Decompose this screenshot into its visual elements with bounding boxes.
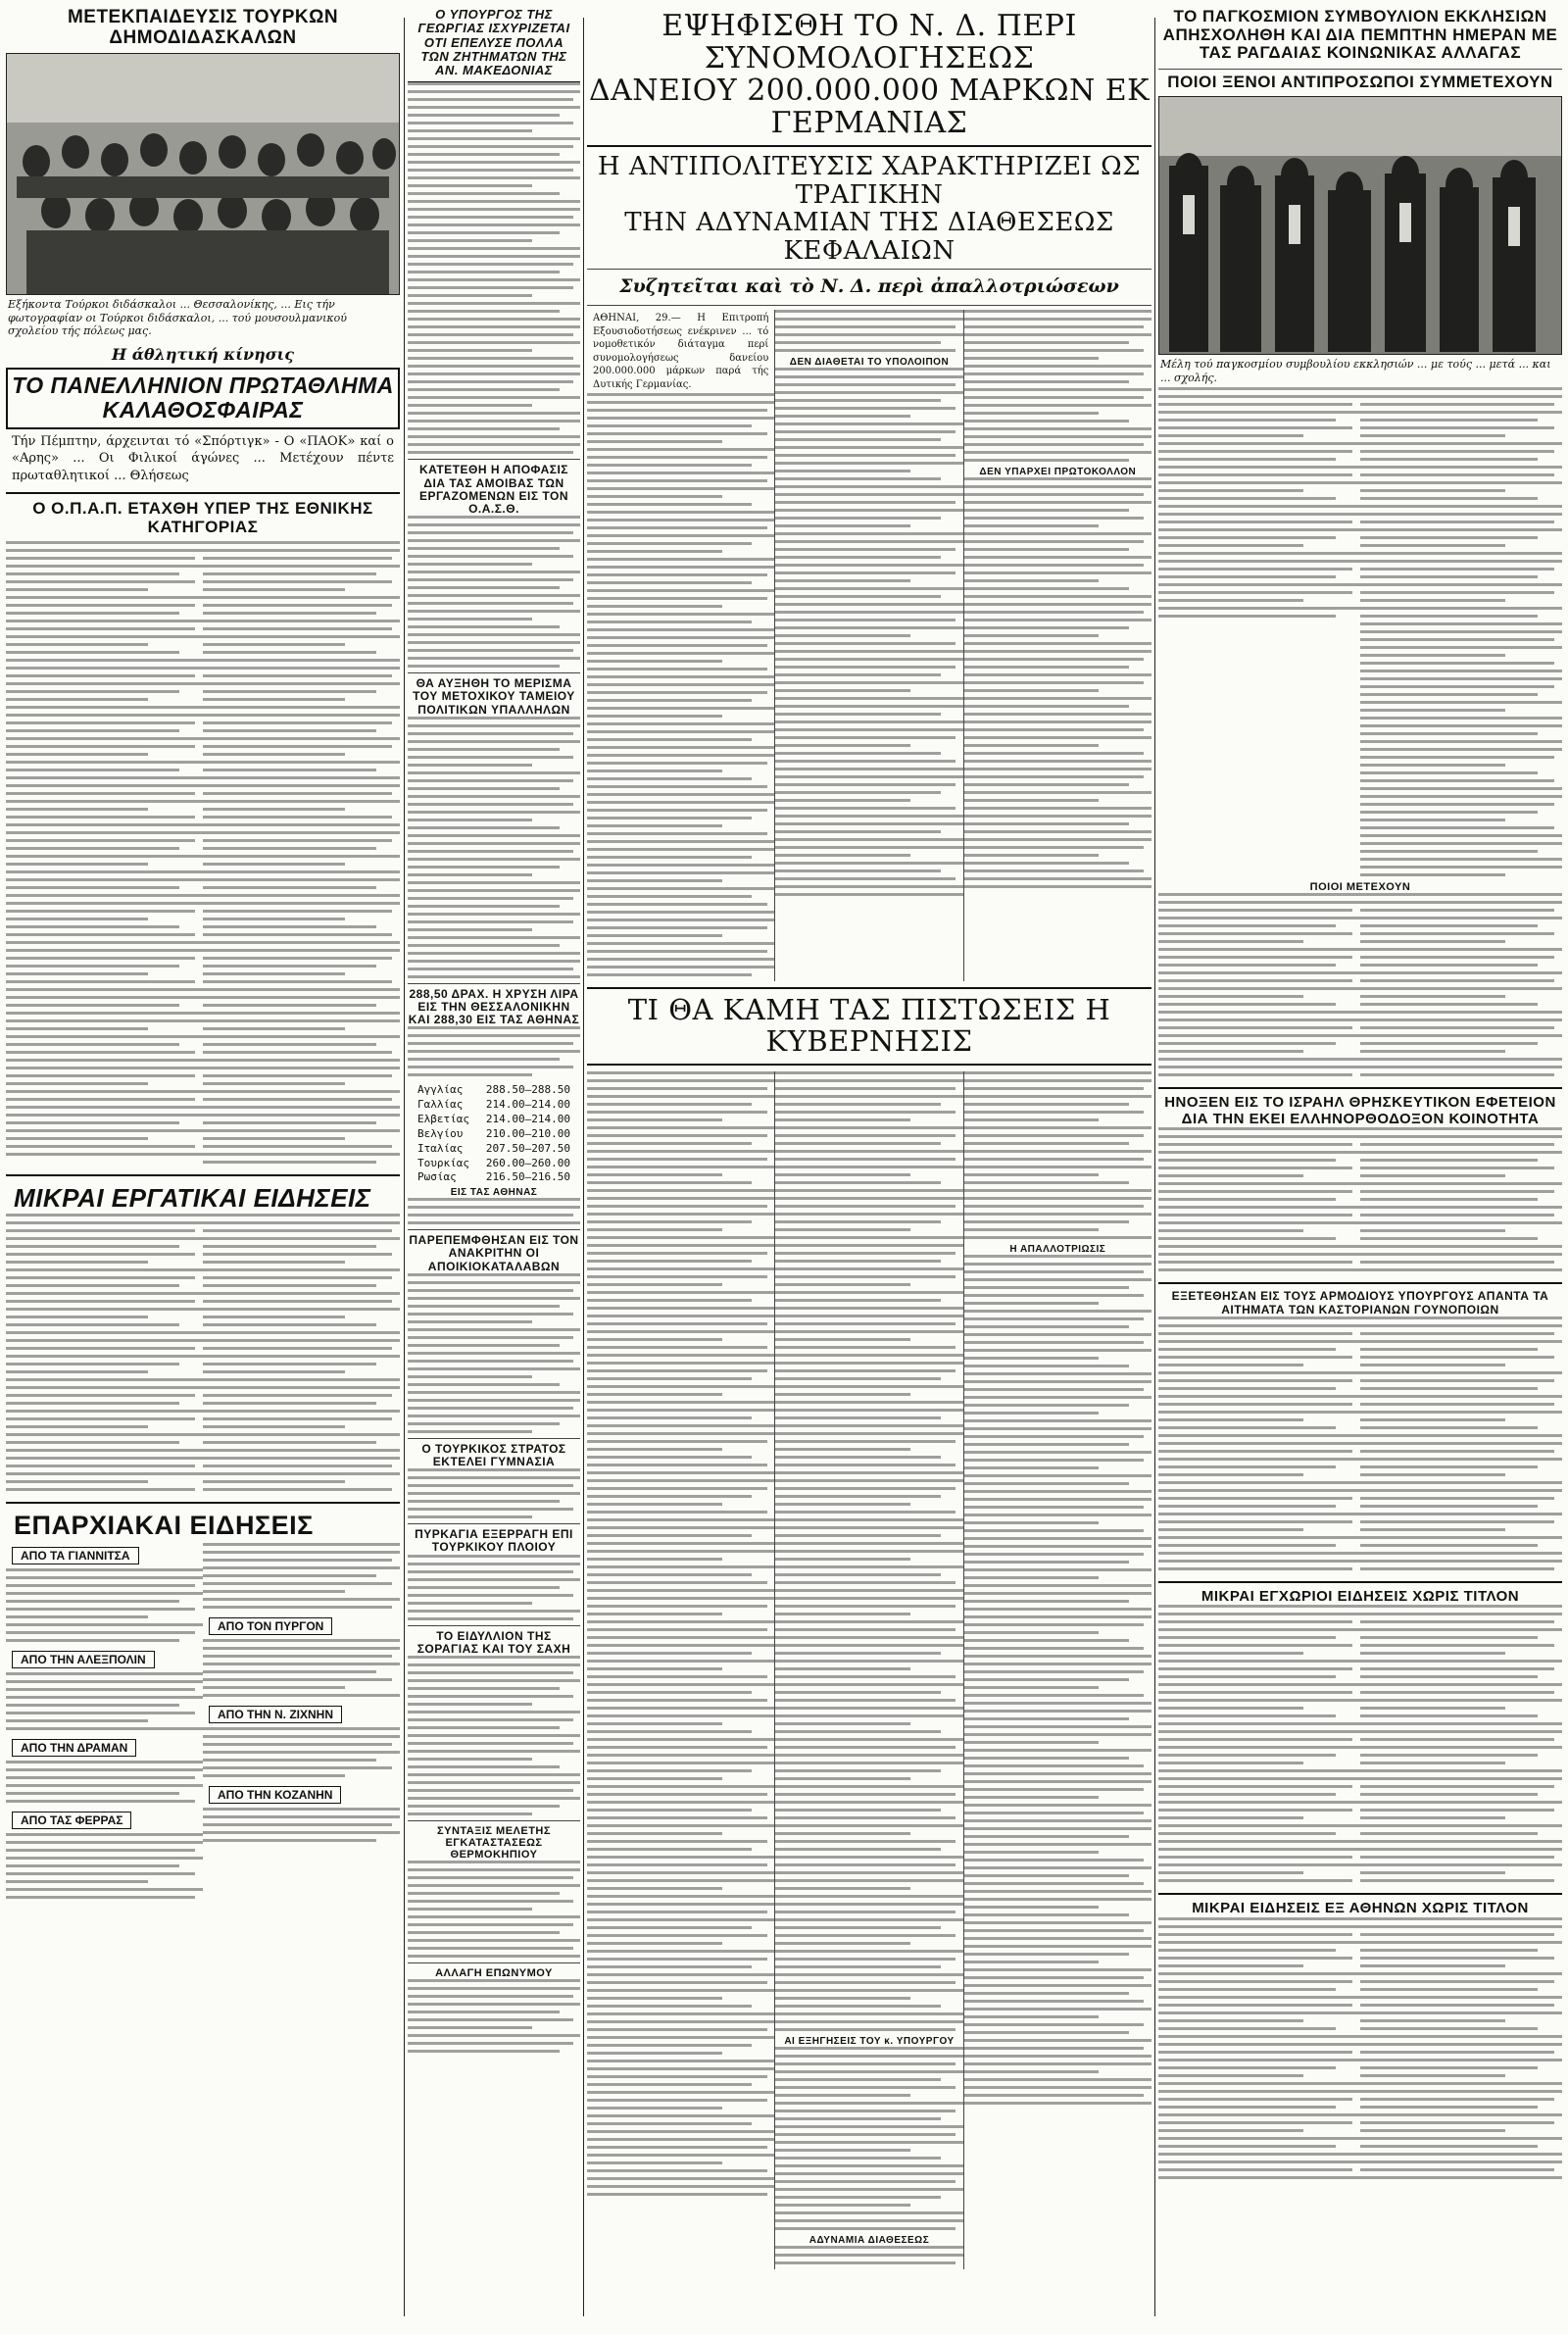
labor-news-right: [203, 1214, 400, 1496]
israel-text-right: [1360, 1127, 1562, 1276]
gold-coin-price: 207.50—207.50: [485, 1141, 570, 1155]
ship-fire-headline: ΠΥΡΚΑΓΙΑ ΕΞΕΡΡΑΓΗ ΕΠΙ ΤΟΥΡΚΙΚΟΥ ΠΛΟΙΟΥ: [415, 1527, 573, 1555]
greenhouse-headline: ΣΥΝΤΑΞΙΣ ΜΕΛΕΤΗΣ ΕΓΚΑΤΑΣΤΑΣΕΩΣ ΘΕΡΜΟΚΗΠΙΟΥ: [437, 1824, 551, 1862]
oasth-text: [408, 516, 580, 668]
inner-head-weakness: ΑΔΥΝΑΜΙΑ ΔΙΑΘΕΣΕΩΣ: [808, 2235, 930, 2247]
wcc-text-right: [1360, 387, 1562, 881]
kozani-text: [203, 1808, 400, 1842]
loan-article-col-c: [963, 310, 1152, 981]
agriculture-minister-text: [408, 82, 580, 454]
athens-news-headline: ΜΙΚΡΑΙ ΕΙΔΗΣΕΙΣ ΕΞ ΑΘΗΝΩΝ ΧΩΡΙΣ ΤΙΤΛΟΝ: [1192, 1900, 1529, 1917]
gold-price-row: [417, 1113, 570, 1127]
local-news-right: [1360, 1605, 1562, 1887]
basketball-lead: Τήν Πέμπτην, άρχεινται τό «Σπόρτιγκ» - Ο «ΠΑΟΚ» καί ο «Αρης» ... Οι Φιλικοί άγώνες ... Μετέχουν πέντε πρωταθλητικοί ... Θλήσεως: [12, 433, 394, 483]
opap-headline: Ο Ο.Π.Α.Π. ΕΤΑΧΘΗ ΥΠΕΡ ΤΗΣ ΕΘΝΙΚΗΣ ΚΑΤΗΓΟΡΙΑΣ: [32, 499, 373, 536]
gold-coin-price: 216.50—216.50: [485, 1170, 570, 1184]
participants-right: [1360, 893, 1562, 1081]
credits-col-b: [774, 1071, 962, 2269]
wcc-subhead: ΠΟΙΟΙ ΞΕΝΟΙ ΑΝΤΙΠΡΟΣΩΠΟΙ ΣΥΜΜΕΤΕΧΟΥΝ: [1167, 73, 1553, 92]
column-4: [1158, 0, 1562, 2334]
pyrgos-text: [203, 1639, 400, 1697]
prov-right-top-text: [203, 1543, 400, 1609]
loan-article-col-b: [774, 310, 962, 981]
gold-price-row: [417, 1142, 570, 1157]
loan-banner-line-1: ΕΨΗΦΙΣΘΗ ΤΟ Ν. Δ. ΠΕΡΙ ΣΥΝΟΜΟΛΟΓΗΣΕΩΣ: [662, 9, 1077, 75]
turkish-teachers-photo: [6, 53, 400, 295]
section-nea-zichni: ΑΠΟ ΤΗΝ Ν. ΖΙΧΝΗΝ: [209, 1706, 342, 1723]
provincial-news-headline: ΕΠΑΡΧΙΑΚΑΙ ΕΙΔΗΣΕΙΣ: [14, 1511, 314, 1541]
name-change-text: [408, 1979, 580, 2053]
giannitsa-text: [6, 1568, 203, 1642]
gold-text: [408, 1026, 580, 1076]
section-giannitsa: ΑΠΟ ΤΑ ΓΙΑΝΝΙΤΣΑ: [12, 1547, 139, 1564]
soraya-headline: ΤΟ ΕΙΔΥΛΛΙΟΝ ΤΗΣ ΣΟΡΑΓΙΑΣ ΚΑΙ ΤΟΥ ΣΑΧΗ: [416, 1628, 571, 1656]
gold-coin-price: 260.00—260.00: [485, 1156, 570, 1169]
dividend-headline: ΘΑ ΑΥΞΗΘΗ ΤΟ ΜΕΡΙΣΜΑ ΤΟΥ ΜΕΤΟΧΙΚΟΥ ΤΑΜΕΙΟΥ ΠΟΛΙΤΙΚΩΝ ΥΠΑΛΛΗΛΩΝ: [413, 676, 575, 717]
column-2: [408, 0, 580, 2334]
athens-news-right: [1360, 1917, 1562, 2184]
israel-court-headline: ΗΝΟΞΕΝ ΕΙΣ ΤΟ ΙΣΡΑΗΛ ΘΡΗΣΚΕΥΤΙΚΟΝ ΕΦΕΤΕΙΟΝ ΔΙΑ ΤΗΝ ΕΚΕΙ ΕΛΛΗΝΟΡΘΟΔΟΞΟΝ ΚΟΙΝΟΤΗΤΑ: [1164, 1094, 1556, 1127]
turkish-army-text: [408, 1468, 580, 1518]
gold-price-row: [417, 1170, 570, 1185]
loan-banner-line-4: ΤΗΝ ΑΔΥΝΑΜΙΑΝ ΤΗΣ ΔΙΑΘΕΣΕΩΣ ΚΕΦΑΛΑΙΩΝ: [624, 208, 1114, 266]
credits-headline: ΤΙ ΘΑ ΚΑΜΗ ΤΑΣ ΠΙΣΤΩΣΕΙΣ Η ΚΥΒΕΡΝΗΣΙΣ: [627, 993, 1111, 1059]
alexandroupolis-text: [6, 1672, 203, 1730]
gold-sovereign-headline: 288,50 ΔΡΑΧ. Η ΧΡΥΣΗ ΛΙΡΑ ΕΙΣ ΤΗΝ ΘΕΣΣΑΛΟΝΙΚΗΝ ΚΑΙ 288,30 ΕΙΣ ΤΑΣ ΑΘΗΝΑΣ: [408, 986, 580, 1027]
turkish-army-headline: Ο ΤΟΥΡΚΙΚΟΣ ΣΤΡΑΤΟΣ ΕΚΤΕΛΕΙ ΓΥΜΝΑΣΙΑ: [421, 1441, 566, 1469]
credits-col-a: [587, 1071, 774, 2269]
court-text: [408, 1273, 580, 1433]
court-headline: ΠΑΡΕΠΕΜΦΘΗΣΑΝ ΕΙΣ ΤΟΝ ΑΝΑΚΡΙΤΗΝ ΟΙ ΑΠΟΙΚΙΟΚΑΤΑΛΑΒΩΝ: [409, 1233, 579, 1273]
gold-coin-name: Ελβετίας: [417, 1113, 469, 1126]
gold-coin-name: Τουρκίας: [417, 1156, 469, 1169]
gold-athens-label: ΕΙΣ ΤΑΣ ΑΘΗΝΑΣ: [450, 1187, 538, 1199]
sports-kicker: Η άθλητική κίνησις: [112, 345, 294, 365]
nea-zichni-text: [203, 1727, 400, 1777]
opap-article-left: [6, 541, 203, 1168]
gold-price-row: [417, 1083, 570, 1098]
section-alexandroupolis: ΑΠΟ ΤΗΝ ΑΛΕΞΠΟΛΙΝ: [12, 1651, 155, 1668]
section-drama: ΑΠΟ ΤΗΝ ΔΡΑΜΑΝ: [12, 1739, 136, 1757]
israel-text-left: [1158, 1127, 1360, 1276]
dividend-text: [408, 717, 580, 978]
wcc-headline: ΤΟ ΠΑΓΚΟΣΜΙΟΝ ΣΥΜΒΟΥΛΙΟΝ ΕΚΚΛΗΣΙΩΝ ΑΠΗΣΧΟΛΗΘΗ ΚΑΙ ΔΙΑ ΠΕΜΠΤΗΝ ΗΜΕΡΑΝ ΜΕ ΤΑΣ ΡΑΓΔΑΙΑΣ ΚΟΙΝΩΝΙΚΑΣ ΑΛΛΑΓΑΣ: [1162, 7, 1558, 63]
oasth-headline: ΚΑΤΕΤΕΘΗ Η ΑΠΟΦΑΣΙΣ ΔΙΑ ΤΑΣ ΑΜΟΙΒΑΣ ΤΩΝ ΕΡΓΑΖΟΜΕΝΩΝ ΕΙΣ ΤΟΝ Ο.Α.Σ.Θ.: [418, 463, 569, 517]
turkish-teachers-caption: Εξήκοντα Τούρκοι διδάσκαλοι ... Θεσσαλονίκης, ... Εις τήν φωτογραφίαν οι Τούρκοι διδάσκαλοι, ... τού μουσουλμανικού σχολείου τής πόλεως μας.: [8, 297, 347, 338]
loan-article-col-a: [587, 310, 774, 981]
inner-head-remainder: ΔΕΝ ΔΙΑΘΕΤΑΙ ΤΟ ΥΠΟΛΟΙΠΟΝ: [789, 357, 950, 369]
labor-news-left: [6, 1214, 203, 1496]
furriers-headline: ΕΞΕΤΕΘΗΣΑΝ ΕΙΣ ΤΟΥΣ ΑΡΜΟΔΙΟΥΣ ΥΠΟΥΡΓΟΥΣ ΑΠΑΝΤΑ ΤΑ ΑΙΤΗΜΑΤΑ ΤΩΝ ΚΑΣΤΟΡΙΑΝΩΝ ΓΟΥΝΟΠΟΙΩΝ: [1171, 1289, 1549, 1316]
gold-price-row: [417, 1127, 570, 1142]
church-council-caption: Μέλη τού παγκοσμίου συμβουλίου εκκλησιών ... με τούς ... μετά ... και ... σχολής.: [1160, 357, 1551, 384]
loan-banner-line-3: Η ΑΝΤΙΠΟΛΙΤΕΥΣΙΣ ΧΑΡΑΚΤΗΡΙΖΕΙ ΩΣ ΤΡΑΓΙΚΗΝ: [597, 152, 1142, 210]
gold-price-row: [417, 1098, 570, 1113]
gold-coin-name: Γαλλίας: [417, 1098, 464, 1112]
participants-left: [1158, 893, 1360, 1081]
furriers-text-left: [1158, 1316, 1360, 1575]
church-council-photo: [1158, 96, 1562, 355]
section-ferres: ΑΠΟ ΤΑΣ ΦΕΡΡΑΣ: [12, 1812, 131, 1829]
section-pyrgos: ΑΠΟ ΤΟΝ ΠΥΡΓΟΝ: [209, 1617, 332, 1635]
turkish-teachers-headline: ΜΕΤΕΚΠΑΙΔΕΥΣΙΣ ΤΟΥΡΚΩΝ ΔΗΜΟΔΙΔΑΣΚΑΛΩΝ: [67, 7, 339, 48]
soraya-text: [408, 1656, 580, 1815]
opap-article-right: [203, 541, 400, 1168]
church-council-image: [1159, 97, 1562, 354]
wcc-text-left: [1158, 387, 1360, 881]
labor-news-headline: ΜΙΚΡΑΙ ΕΡΓΑΤΙΚΑΙ ΕΙΔΗΣΕΙΣ: [14, 1182, 371, 1213]
gold-coin-name: Βελγίου: [417, 1126, 464, 1140]
inner-head-expropriation: Η ΑΠΑΛΛΟΤΡΙΩΣΙΣ: [1009, 1244, 1106, 1256]
basketball-headline: ΤΟ ΠΑΝΕΛΛΗΝΙΟΝ ΠΡΩΤΑΘΛΗΜΑ ΚΑΛΑΘΟΣΦΑΙΡΑΣ: [12, 372, 394, 423]
inner-head-protocol: ΔΕΝ ΥΠΑΡΧΕΙ ΠΡΩΤΟΚΟΛΛΟΝ: [979, 467, 1137, 478]
inner-head-minister: ΑΙ ΕΞΗΓΗΣΕΙΣ ΤΟΥ κ. ΥΠΟΥΡΓΟΥ: [784, 2036, 955, 2048]
loan-banner-line-2: ΔΑΝΕΙΟΥ 200.000.000 ΜΑΡΚΩΝ ΕΚ ΓΕΡΜΑΝΙΑΣ: [588, 74, 1151, 140]
local-news-headline: ΜΙΚΡΑΙ ΕΓΧΩΡΙΟΙ ΕΙΔΗΣΕΙΣ ΧΩΡΙΣ ΤΙΤΛΟΝ: [1200, 1587, 1520, 1605]
gold-coin-name: Αγγλίας: [417, 1083, 464, 1097]
credits-col-c: [963, 1071, 1152, 2269]
gold-coin-price: 214.00—214.00: [485, 1098, 570, 1112]
drama-text: [6, 1761, 203, 1803]
local-news-left: [1158, 1605, 1360, 1887]
gold-price-row: [417, 1157, 570, 1171]
column-1: [6, 0, 400, 2334]
greenhouse-text: [408, 1861, 580, 1958]
loan-article-lead: ΑΘΗΝΑΙ, 29.— Η Επιτροπή Εξουσιοδοτήσεως ενέκρινεν ... τό νομοθετικόν διάταγμα περί συνομολογήσεως δανείου 200.000.000 μάρκων παρά τής Δυτικής Γερμανίας.: [593, 313, 769, 390]
expropriation-subhead: Συζητεῖται καὶ τὸ Ν. Δ. περὶ ἀπαλλοτριώσεων: [619, 275, 1119, 298]
ferres-text: [6, 1833, 203, 1899]
gold-coin-price: 210.00—210.00: [485, 1126, 570, 1140]
name-change-headline: ΑΛΛΑΓΗ ΕΠΩΝΥΜΟΥ: [435, 1967, 553, 1980]
athens-news-left: [1158, 1917, 1360, 2184]
group-photo-image: [7, 54, 400, 294]
gold-coin-price: 288.50—288.50: [485, 1083, 570, 1097]
gold-price-table: [408, 1081, 580, 1187]
section-kozani: ΑΠΟ ΤΗΝ ΚΟΖΑΝΗΝ: [209, 1786, 341, 1804]
agriculture-minister-headline: Ο ΥΠΟΥΡΓΟΣ ΤΗΣ ΓΕΩΡΓΙΑΣ ΙΣΧΥΡΙΖΕΤΑΙ ΟΤΙ ΕΠΕΛΥΣΕ ΠΟΛΛΑ ΤΩΝ ΖΗΤΗΜΑΤΩΝ ΤΗΣ ΑΝ. ΜΑΚΕΔΟΝΙΑΣ: [408, 0, 580, 82]
ship-fire-text: [408, 1555, 580, 1620]
gold-athens-text: [408, 1198, 580, 1224]
participants-head: ΠΟΙΟΙ ΜΕΤΕΧΟΥΝ: [1309, 881, 1411, 894]
furriers-text-right: [1360, 1316, 1562, 1575]
gold-coin-name: Ρωσίας: [417, 1170, 457, 1184]
center-columns: [587, 0, 1152, 2334]
loan-banner: [587, 0, 1152, 306]
gold-coin-name: Ιταλίας: [417, 1141, 464, 1155]
gold-coin-price: 214.00—214.00: [485, 1113, 570, 1126]
